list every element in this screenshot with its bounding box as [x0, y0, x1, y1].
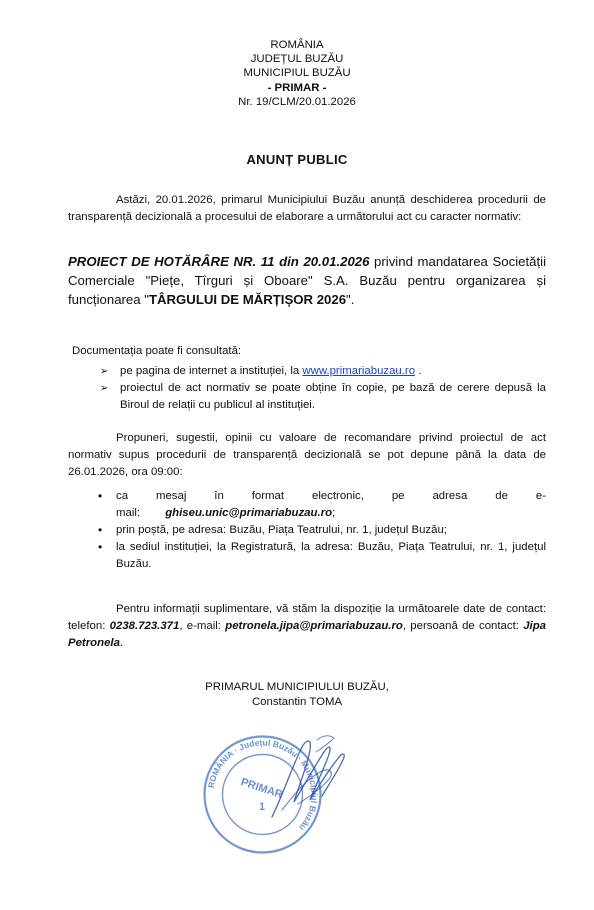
- bullet-icon: •: [98, 489, 103, 503]
- list-item: [100, 380, 546, 414]
- header-office: - PRIMAR -: [267, 81, 327, 94]
- documentation-item-text: pe pagina de internet a instituției, la: [120, 365, 303, 377]
- signature-title: PRIMARUL MUNICIPIULUI BUZĂU,: [205, 681, 389, 693]
- bullet-icon: •: [98, 523, 103, 537]
- svg-text:PRIMAR: PRIMAR: [239, 776, 285, 802]
- project-text-end: ".: [346, 292, 355, 307]
- documentation-lead: Documentația poate fi consultată:: [72, 345, 242, 357]
- list-item: [100, 363, 546, 380]
- contact-text: .: [119, 637, 124, 649]
- contact-phone: 0238.723.371: [109, 620, 180, 632]
- bullet-icon: •: [98, 540, 103, 554]
- header-country: ROMÂNIA: [270, 39, 324, 51]
- document-title: ANUNȚ PUBLIC: [246, 152, 348, 167]
- list-item: [98, 539, 546, 573]
- list-item: [98, 488, 546, 522]
- proposals-item-suffix: ;: [332, 507, 336, 519]
- arrow-bullet-icon: ➢: [100, 366, 109, 377]
- website-link[interactable]: www.primariabuzau.ro: [302, 365, 416, 377]
- document-header: [0, 38, 594, 109]
- intro-paragraph: Astăzi, 20.01.2026, primarul Municipiului Buzău anunță deschiderea procedurii de transparență decizională a procesului de elaborare a următorului act cu caracter normativ:: [68, 194, 546, 223]
- proposals-list: [98, 488, 546, 573]
- arrow-bullet-icon: ➢: [100, 383, 109, 394]
- project-paragraph: [68, 252, 546, 309]
- handwritten-signature: [262, 722, 352, 832]
- proposals-item-text: la sediul instituției, la Registratură, la adresa: Buzău, Piața Teatrului, nr. 1, județul Buzău.: [116, 541, 546, 570]
- project-text: privind mandatarea Societății Comerciale "Piețe, Tîrguri și Oboare" S.A. Buzău pentru organizarea și funcționarea ": [68, 254, 546, 307]
- proposals-paragraph: Propuneri, sugestii, opinii cu valoare de recomandare privind proiectul de act normativ supus procedurii de transparență decizională se pot depune până la data de 26.01.2026, ora 09:00:: [68, 432, 546, 478]
- contact-text: , persoană de contact:: [402, 620, 524, 632]
- project-event-name: TÂRGULUI DE MĂRȚIȘOR 2026: [148, 292, 347, 307]
- email-link[interactable]: ghiseu.unic@primariabuzau.ro: [165, 507, 333, 519]
- documentation-item-text: proiectul de act normativ se poate obține în copie, pe bază de cerere depusă la Biroul de relații cu publicul al instituției.: [120, 382, 546, 411]
- project-title: PROIECT DE HOTĂRÂRE NR. 11 din 20.01.2026: [68, 254, 370, 269]
- contact-paragraph: [68, 601, 546, 652]
- header-registration-number: Nr. 19/CLM/20.01.2026: [238, 95, 356, 108]
- header-municipality: MUNICIPIUL BUZĂU: [243, 67, 351, 80]
- contact-person: Jipa Petronela: [68, 620, 547, 649]
- documentation-item-suffix: .: [415, 365, 422, 377]
- header-county: JUDEȚUL BUZĂU: [250, 53, 344, 66]
- contact-text: Pentru informații suplimentare, vă stăm la dispoziție la următoarele date de contact: telefon:: [68, 603, 546, 632]
- signature-block: [0, 680, 594, 710]
- contact-email[interactable]: petronela.jipa@primariabuzau.ro: [225, 620, 403, 632]
- proposals-item-text: prin poștă, pe adresa: Buzău, Piața Teatrului, nr. 1, județul Buzău;: [116, 524, 447, 536]
- proposals-item-text: ca mesaj în format electronic, pe adresa de e-mail:: [116, 490, 546, 519]
- documentation-list: [100, 363, 546, 414]
- signature-name: Constantin TOMA: [251, 696, 343, 708]
- list-item: [98, 522, 546, 539]
- svg-text:1: 1: [258, 801, 266, 813]
- contact-text: , e-mail:: [179, 620, 226, 632]
- svg-text:ROMÂNIA · Județul Buzău · Muni: ROMÂNIA · Județul Buzău · Municipiul Buzău: [205, 737, 320, 833]
